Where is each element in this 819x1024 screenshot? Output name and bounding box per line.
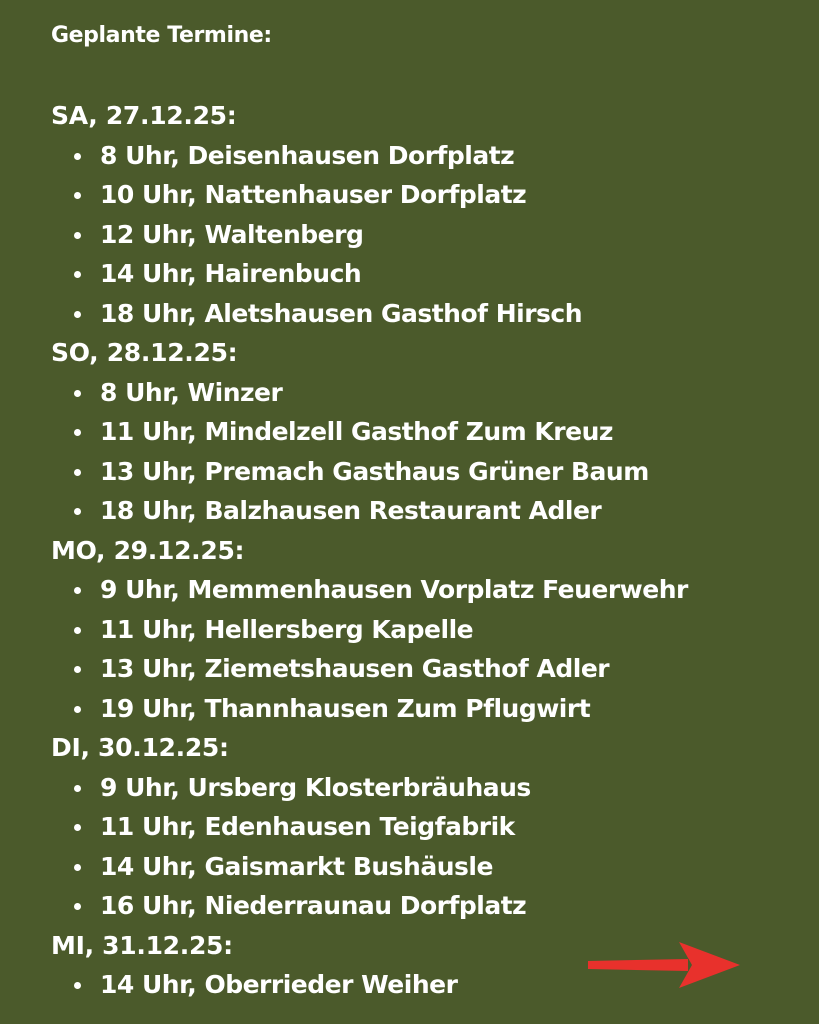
bullet-dot-icon (74, 903, 81, 910)
bullet-dot-icon (74, 982, 81, 989)
appointment-text: 11 Uhr, Mindelzell Gasthof Zum Kreuz (100, 417, 613, 446)
day-section (0, 531, 819, 729)
bullet-dot-icon (74, 508, 81, 515)
day-heading: MI, 31.12.25: (51, 930, 233, 960)
appointment-item (0, 768, 819, 808)
appointment-text: 8 Uhr, Winzer (100, 377, 283, 407)
bullet-dot-icon (74, 666, 81, 673)
day-heading: SA, 27.12.25: (51, 101, 237, 130)
bullet-dot-icon (74, 864, 81, 871)
bullet-dot-icon (74, 469, 81, 476)
appointment-text: 9 Uhr, Ursberg Klosterbräuhaus (100, 772, 531, 802)
appointment-item (0, 215, 819, 255)
appointment-item (0, 807, 819, 847)
bullet-dot-icon (74, 587, 81, 594)
appointment-item (0, 886, 819, 926)
appointment-text: 13 Uhr, Ziemetshausen Gasthof Adler (100, 654, 610, 683)
appointment-item (0, 373, 819, 413)
appointment-text: 14 Uhr, Oberrieder Weiher (100, 970, 458, 999)
day-section (0, 96, 819, 333)
appointment-text: 12 Uhr, Waltenberg (100, 219, 364, 249)
bullet-dot-icon (74, 429, 81, 436)
appointment-text: 19 Uhr, Thannhausen Zum Pflugwirt (100, 693, 591, 723)
bullet-dot-icon (74, 390, 81, 397)
appointment-item (0, 412, 819, 452)
appointment-item (0, 570, 819, 610)
appointment-list (0, 768, 819, 926)
bullet-dot-icon (74, 824, 81, 831)
appointment-item (0, 491, 819, 531)
appointment-list (0, 570, 819, 728)
appointment-text: 14 Uhr, Gaismarkt Bushäusle (100, 851, 493, 881)
appointment-item (0, 649, 819, 689)
appointment-item (0, 610, 819, 650)
arrow-shaft (588, 959, 688, 971)
appointment-text: 11 Uhr, Hellersberg Kapelle (100, 614, 474, 644)
appointment-text: 13 Uhr, Premach Gasthaus Grüner Baum (100, 456, 649, 486)
bullet-dot-icon (74, 271, 81, 278)
day-heading: MO, 29.12.25: (51, 535, 245, 565)
appointment-item (0, 452, 819, 492)
bullet-dot-icon (74, 706, 81, 713)
bullet-dot-icon (74, 232, 81, 239)
appointment-item (0, 175, 819, 215)
right-arrow-icon (584, 938, 744, 993)
appointment-item (0, 689, 819, 729)
day-heading: SO, 28.12.25: (51, 338, 238, 367)
appointment-item (0, 847, 819, 887)
schedule-list (0, 96, 819, 1005)
appointment-item (0, 254, 819, 294)
arrow-head (679, 942, 740, 988)
bullet-dot-icon (74, 153, 81, 160)
appointment-text: 8 Uhr, Deisenhausen Dorfplatz (100, 140, 515, 170)
appointment-text: 11 Uhr, Edenhausen Teigfabrik (100, 812, 515, 841)
appointment-text: 16 Uhr, Niederraunau Dorfplatz (100, 891, 527, 920)
bullet-dot-icon (74, 311, 81, 318)
page-title: Geplante Termine: (51, 23, 272, 48)
appointment-text: 9 Uhr, Memmenhausen Vorplatz Feuerwehr (100, 575, 688, 604)
bullet-dot-icon (74, 192, 81, 199)
appointment-item (0, 136, 819, 176)
appointment-list (0, 136, 819, 334)
appointment-text: 14 Uhr, Hairenbuch (100, 259, 362, 288)
appointment-list (0, 373, 819, 531)
day-section (0, 728, 819, 926)
appointment-text: 18 Uhr, Balzhausen Restaurant Adler (100, 496, 602, 525)
appointment-text: 18 Uhr, Aletshausen Gasthof Hirsch (100, 298, 583, 328)
bullet-dot-icon (74, 627, 81, 634)
day-section (0, 333, 819, 531)
day-heading: DI, 30.12.25: (51, 733, 229, 762)
appointment-item (0, 294, 819, 334)
appointment-text: 10 Uhr, Nattenhauser Dorfplatz (100, 180, 527, 209)
bullet-dot-icon (74, 785, 81, 792)
